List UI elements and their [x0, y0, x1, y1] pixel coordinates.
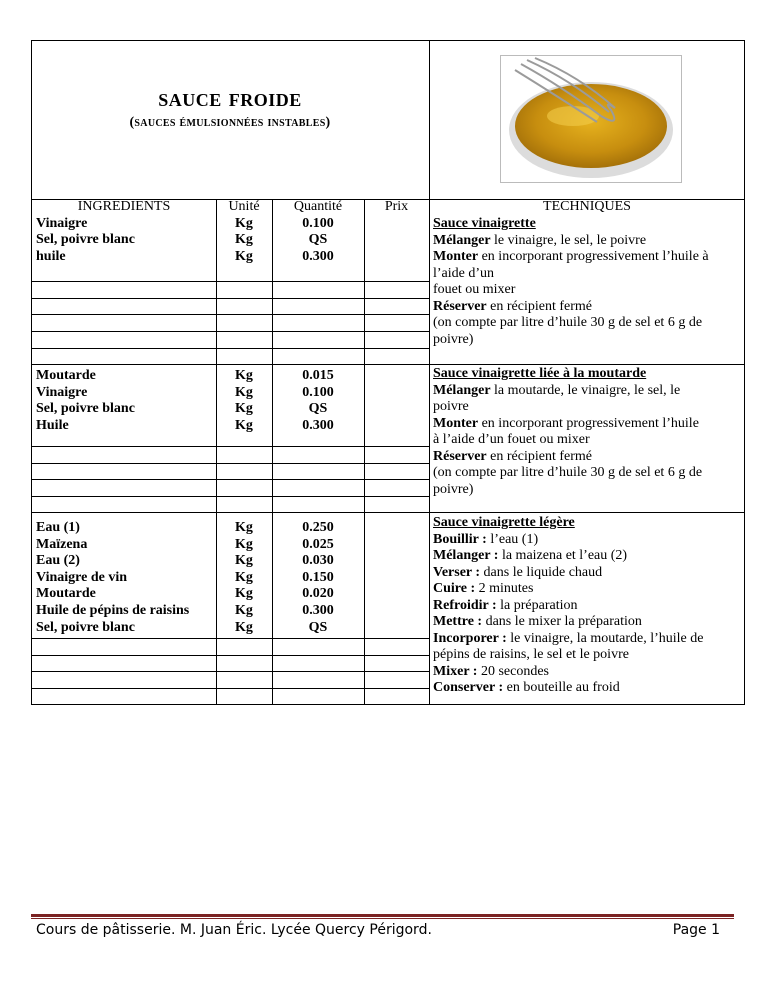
row-line	[32, 688, 429, 689]
footer-page-number: Page 1	[672, 922, 720, 938]
ingredient-qty: 0.300	[302, 603, 334, 618]
col-divider	[364, 199, 365, 705]
technique-text: à l’aide d’un fouet ou mixer	[433, 432, 590, 447]
ingredient-name: Eau (2)	[36, 553, 80, 568]
technique-text: la préparation	[496, 597, 578, 613]
header-ingredients: INGREDIENTS	[77, 199, 171, 214]
ingredient-name: Sel, poivre blanc	[36, 401, 135, 416]
ingredient-qty: 0.015	[302, 368, 334, 383]
ingredient-qty: QS	[308, 401, 328, 416]
technique-verb: Mixer :	[433, 663, 478, 679]
technique-text: (on compte par litre d’huile 30 g de sel et 6 g de	[433, 465, 703, 480]
ingredient-unit: Kg	[235, 368, 253, 383]
header-unite: Unité	[228, 199, 260, 214]
ingredient-unit: Kg	[235, 418, 253, 433]
header-quantite: Quantité	[293, 199, 343, 214]
ingredient-name: Maïzena	[36, 537, 88, 552]
technique-verb: Réserver	[433, 448, 487, 464]
ingredient-qty: 0.030	[302, 553, 334, 568]
technique-text: (on compte par litre d’huile 30 g de sel et 6 g de	[433, 315, 703, 330]
section-divider	[32, 512, 744, 513]
technique-verb: Incorporer :	[433, 630, 507, 646]
technique-verb: Verser :	[433, 564, 481, 580]
ingredient-unit: Kg	[235, 249, 253, 264]
ingredient-name: Sel, poivre blanc	[36, 620, 135, 635]
ingredient-qty: QS	[308, 620, 328, 635]
ingredient-qty: QS	[308, 232, 328, 247]
technique-text: en récipient fermé	[486, 298, 592, 314]
row-line	[32, 446, 429, 447]
col-divider	[429, 41, 430, 705]
ingredient-qty: 0.300	[302, 418, 334, 433]
header-prix: Prix	[384, 199, 409, 214]
technique-verb: Mélanger	[433, 232, 491, 248]
page-subtitle: (sauces émulsionnées instables)	[129, 115, 331, 130]
footer-rule-thin	[31, 918, 734, 919]
technique-vinaigrette-moutarde	[433, 366, 743, 498]
row-line	[32, 348, 429, 349]
technique-vinaigrette-legere	[433, 515, 743, 697]
ingredient-qty: 0.020	[302, 586, 334, 601]
ingredient-unit: Kg	[235, 586, 253, 601]
recipe-sheet	[31, 40, 745, 705]
ingredient-unit: Kg	[235, 216, 253, 231]
technique-verb: Monter	[433, 415, 479, 431]
row-line	[32, 298, 429, 299]
technique-verb: Bouillir :	[433, 531, 487, 547]
technique-text: dans le mixer la préparation	[482, 614, 642, 629]
ingredient-unit: Kg	[235, 553, 253, 568]
technique-text: l’eau (1)	[486, 531, 539, 547]
technique-text: pépins de raisins, le sel et le poivre	[433, 647, 629, 662]
row-line	[32, 479, 429, 480]
ingredient-name: Vinaigre	[36, 385, 88, 400]
ingredient-name: Moutarde	[36, 368, 96, 383]
ingredient-name: Sel, poivre blanc	[36, 232, 135, 247]
header-techniques: TECHNIQUES	[543, 199, 631, 214]
row-line	[32, 638, 429, 639]
technique-title: Sauce vinaigrette	[433, 216, 536, 231]
section-divider	[32, 364, 744, 365]
ingredient-name: Eau (1)	[36, 520, 80, 535]
row-line	[32, 496, 429, 497]
row-line	[32, 463, 429, 464]
ingredient-qty: 0.150	[302, 570, 334, 585]
ingredient-name: Vinaigre	[36, 216, 88, 231]
technique-text: fouet ou mixer	[433, 282, 516, 297]
ingredient-unit: Kg	[235, 401, 253, 416]
technique-title: Sauce vinaigrette légère	[433, 515, 575, 530]
ingredient-qty: 0.100	[302, 385, 334, 400]
ingredient-unit: Kg	[235, 603, 253, 618]
ingredient-unit: Kg	[235, 520, 253, 535]
footer-rule	[31, 914, 734, 917]
technique-text: en incorporant progressivement l’huile	[478, 415, 699, 431]
technique-text: 20 secondes	[477, 663, 549, 679]
ingredient-qty: 0.300	[302, 249, 334, 264]
technique-title: Sauce vinaigrette liée à la moutarde	[433, 366, 647, 381]
technique-text: le vinaigre, le sel, le poivre	[490, 232, 647, 248]
technique-verb: Mélanger	[433, 382, 491, 398]
technique-verb: Cuire :	[433, 581, 476, 596]
technique-vinaigrette	[433, 216, 743, 348]
ingredient-name: Moutarde	[36, 586, 96, 601]
ingredient-unit: Kg	[235, 570, 253, 585]
technique-text: la maizena et l’eau (2)	[498, 548, 628, 563]
technique-text: en récipient fermé	[486, 448, 592, 464]
technique-text: poivre	[433, 399, 469, 414]
footer-course-credit: Cours de pâtisserie. M. Juan Éric. Lycée Quercy Périgord.	[36, 922, 432, 938]
ingredient-name: Huile	[36, 418, 69, 433]
technique-verb: Conserver :	[433, 680, 504, 695]
ingredient-name: huile	[36, 249, 66, 264]
ingredient-unit: Kg	[235, 232, 253, 247]
row-line	[32, 671, 429, 672]
page-title: sauce froide	[158, 83, 302, 112]
whisk-bowl-sauce-photo	[500, 55, 682, 183]
technique-text: poivre)	[433, 481, 474, 497]
technique-text: poivre)	[433, 331, 474, 347]
technique-text: 2 minutes	[475, 581, 534, 596]
row-line	[32, 331, 429, 332]
row-line	[32, 281, 429, 282]
sauce-photo-icon	[501, 56, 681, 182]
technique-text: le vinaigre, la moutarde, l’huile de	[506, 630, 704, 646]
technique-verb: Mélanger :	[433, 548, 499, 563]
ingredient-qty: 0.250	[302, 520, 334, 535]
technique-verb: Mettre :	[433, 614, 483, 629]
ingredient-unit: Kg	[235, 385, 253, 400]
technique-verb: Monter	[433, 249, 479, 264]
ingredient-qty: 0.100	[302, 216, 334, 231]
row-line	[32, 655, 429, 656]
technique-text: en incorporant progressivement l’huile à	[478, 249, 709, 264]
row-line	[32, 314, 429, 315]
ingredient-qty: 0.025	[302, 537, 334, 552]
technique-text: en bouteille au froid	[503, 680, 620, 695]
ingredient-unit: Kg	[235, 537, 253, 552]
ingredient-name: Vinaigre de vin	[36, 570, 128, 585]
ingredient-name: Huile de pépins de raisins	[36, 603, 190, 618]
technique-text: l’aide d’un	[433, 265, 495, 281]
technique-verb: Refroidir :	[433, 597, 497, 613]
technique-verb: Réserver	[433, 298, 487, 314]
technique-text: dans le liquide chaud	[480, 564, 603, 580]
ingredient-unit: Kg	[235, 620, 253, 635]
technique-text: la moutarde, le vinaigre, le sel, le	[490, 382, 681, 398]
